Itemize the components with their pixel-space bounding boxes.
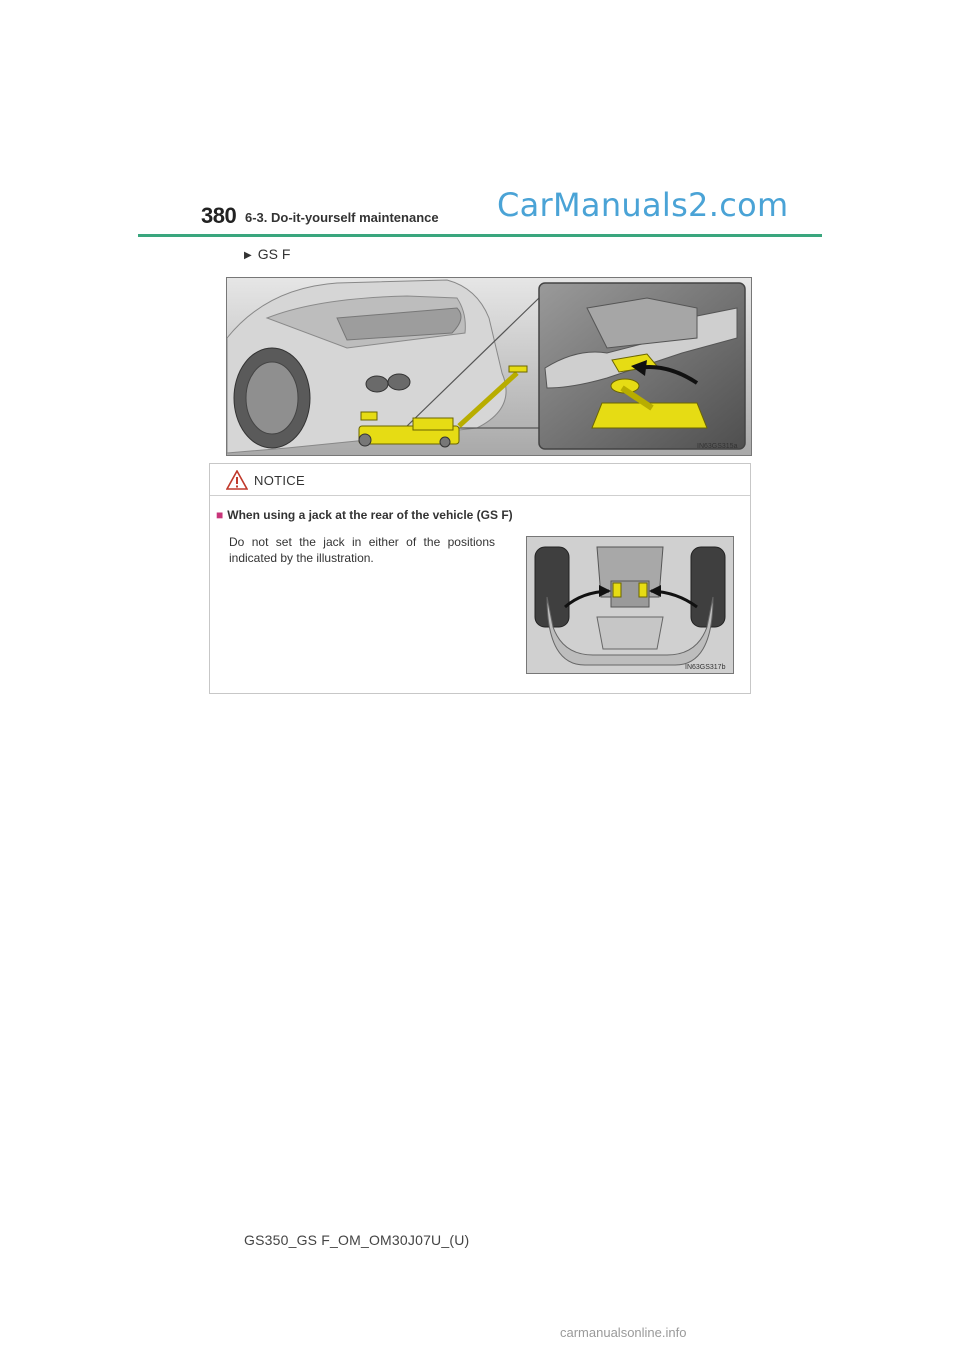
underbody-illustration [526, 536, 734, 674]
bullet-item [244, 246, 290, 262]
notice-title: NOTICE [254, 473, 305, 488]
notice-subheading [216, 508, 513, 522]
watermark-logo: CarManuals2.com [497, 186, 789, 224]
page-number: 380 [201, 203, 237, 228]
header-rule [138, 234, 822, 237]
notice-body-text: Do not set the jack in either of the positions indicated by the illustration. [229, 535, 495, 565]
notice-header [210, 464, 750, 496]
notice-box [209, 463, 751, 694]
square-bullet-icon: ■ [216, 508, 224, 522]
rear-vehicle-jack-drawing [227, 278, 751, 455]
jack-position-illustration [226, 277, 752, 456]
figure-code: IN63GS317b [685, 664, 726, 671]
bullet-label: GS F [257, 246, 291, 262]
warning-triangle-icon [226, 470, 248, 490]
notice-subheading-text: When using a jack at the rear of the vehicle (GS F) [227, 508, 513, 522]
section-title: 6-3. Do-it-yourself maintenance [245, 210, 439, 225]
figure-code: IN63GS315a [697, 443, 738, 450]
footer-watermark: carmanualsonline.info [560, 1325, 687, 1340]
document-code: GS350_GS F_OM_OM30J07U_(U) [244, 1232, 470, 1248]
vehicle-underbody-drawing [527, 537, 733, 673]
triangle-bullet-icon: ▶ [244, 250, 252, 261]
